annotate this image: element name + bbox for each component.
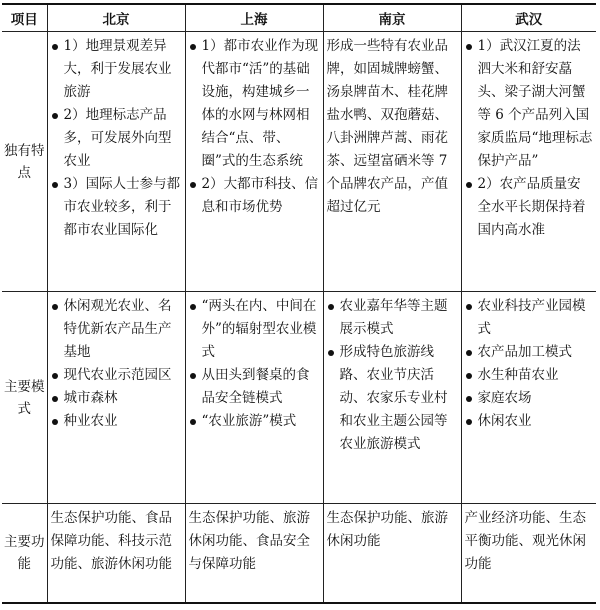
list-item: 3）国际人士参与都市农业较多，利于都市农业国际化 — [51, 173, 182, 242]
list-item: 休闲观光农业、名特优新农产品生产基地 — [51, 295, 182, 364]
comparison-table — [2, 3, 596, 604]
list-item: 从田头到餐桌的食品安全链模式 — [189, 364, 320, 410]
bullet-icon — [466, 350, 472, 356]
bullet-icon — [466, 44, 472, 50]
row-main-models — [2, 292, 596, 504]
list-item: 1）都市农业作为现代都市“活”的基础设施，构建城乡一体的水网与林网相结合“点、带、圈”式的生态系统 — [189, 35, 320, 173]
cell-wuhan-models — [461, 292, 596, 504]
row-label-main-models: 主要模式 — [2, 292, 47, 504]
list-item: 种业农业 — [51, 410, 182, 433]
list-item: 农业嘉年华等主题展示模式 — [327, 295, 458, 341]
list-item: 1）地理景观差异大，利于发展农业旅游 — [51, 35, 182, 104]
cell-wuhan-features — [461, 32, 596, 292]
header-shanghai: 上海 — [185, 4, 323, 32]
bullet-icon — [466, 419, 472, 425]
list-item: 水生种苗农业 — [465, 364, 594, 387]
bullet-icon — [328, 304, 334, 310]
cell-nanjing-models — [323, 292, 461, 504]
list-item: 2）农产品质量安全水平长期保持着国内高水准 — [465, 173, 594, 242]
header-item: 项目 — [2, 4, 47, 32]
header-wuhan: 武汉 — [461, 4, 596, 32]
bullet-icon — [466, 182, 472, 188]
list-item: “农业旅游”模式 — [189, 410, 320, 433]
cell-nanjing-features: 形成一些特有农业品牌，如固城牌螃蟹、汤泉牌苗木、桂花牌盐水鸭、双孢蘑菇、八卦洲牌芦蒿、雨花茶、远望富硒米等 7 个品牌农产品，产值超过亿元 — [323, 32, 461, 292]
list-item: 城市森林 — [51, 387, 182, 410]
cell-shanghai-models — [185, 292, 323, 504]
bullet-icon — [52, 182, 58, 188]
bullet-icon — [52, 396, 58, 402]
cell-nanjing-functions: 生态保护功能、旅游休闲功能 — [323, 504, 461, 604]
bullet-icon — [52, 304, 58, 310]
bullet-icon — [52, 419, 58, 425]
list-item: “两头在内、中间在外”的辐射型农业模式 — [189, 295, 320, 364]
header-nanjing: 南京 — [323, 4, 461, 32]
bullet-icon — [52, 44, 58, 50]
cell-beijing-features — [47, 32, 185, 292]
row-unique-features — [2, 32, 596, 292]
bullet-icon — [190, 182, 196, 188]
row-label-unique-features: 独有特点 — [2, 32, 47, 292]
comparison-table-frame — [2, 3, 596, 604]
cell-shanghai-features — [185, 32, 323, 292]
list-item: 1）武汉江夏的法泗大米和舒安藠头、梁子湖大河蟹等 6 个产品列入国家质监局“地理标志保护产品” — [465, 35, 594, 173]
bullet-icon — [190, 373, 196, 379]
bullet-icon — [466, 396, 472, 402]
bullet-icon — [466, 373, 472, 379]
bullet-icon — [466, 304, 472, 310]
list-item: 形成特色旅游线路、农业节庆活动、农家乐专业村和农业主题公园等农业旅游模式 — [327, 341, 458, 456]
list-item: 2）地理标志产品多，可发展外向型农业 — [51, 104, 182, 173]
bullet-icon — [52, 373, 58, 379]
list-item: 休闲农业 — [465, 410, 594, 433]
cell-beijing-models — [47, 292, 185, 504]
row-label-main-functions: 主要功能 — [2, 504, 47, 604]
list-item: 农产品加工模式 — [465, 341, 594, 364]
list-item: 农业科技产业园模式 — [465, 295, 594, 341]
bullet-icon — [328, 350, 334, 356]
bullet-icon — [190, 44, 196, 50]
bullet-icon — [52, 113, 58, 119]
header-beijing: 北京 — [47, 4, 185, 32]
header-row — [2, 4, 596, 32]
row-main-functions — [2, 504, 596, 604]
bullet-icon — [190, 304, 196, 310]
cell-beijing-functions: 生态保护功能、食品保障功能、科技示范功能、旅游休闲功能 — [47, 504, 185, 604]
cell-wuhan-functions: 产业经济功能、生态平衡功能、观光休闲功能 — [461, 504, 596, 604]
list-item: 现代农业示范园区 — [51, 364, 182, 387]
cell-shanghai-functions: 生态保护功能、旅游休闲功能、食品安全与保障功能 — [185, 504, 323, 604]
list-item: 家庭农场 — [465, 387, 594, 410]
bullet-icon — [190, 419, 196, 425]
list-item: 2）大都市科技、信息和市场优势 — [189, 173, 320, 219]
